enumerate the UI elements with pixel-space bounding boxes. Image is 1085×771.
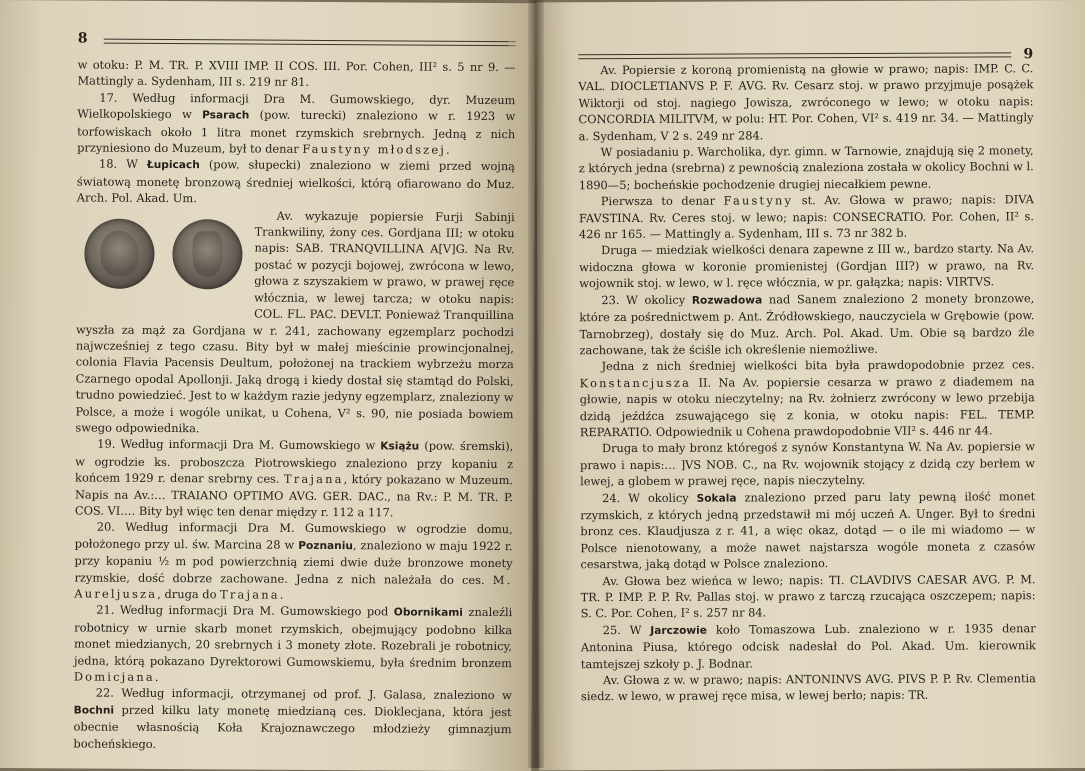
text-run: . xyxy=(279,587,284,602)
place-name: Rozwadowa xyxy=(691,294,763,307)
place-name: Sokala xyxy=(696,492,737,505)
header-rule xyxy=(578,52,1011,59)
paragraph xyxy=(73,685,511,754)
text-run: 18. W xyxy=(98,157,148,172)
place-name: Łupicach xyxy=(146,159,200,172)
right-page-number: 9 xyxy=(1023,46,1034,63)
paragraph xyxy=(75,436,513,522)
spaced-name: Domicjana xyxy=(73,669,155,684)
text-run: Av. Popiersie z koroną promienistą na głowie w prawo; napis: IMP. C. C. VAL. DIOCLETIANVS P. F. AVG. Rv. Cesarz stoj. w prawo przyjmuje posążek Wiktorji od stoj. nagiego Jowisza, zwróconego w lewo; w otoku napis: CONCORDIA MILITVM, w polu: HT. Por. Cohen, VI² s. 419 nr. 34. — Mattingly a. Sydenham, V 2 s. 249 nr 284. xyxy=(578,61,1034,143)
left-page-header xyxy=(78,30,516,55)
text-run: 25. W xyxy=(602,622,651,637)
text-run: st. Av. Głowa w prawo; napis: DIVA FAVSTINA. Rv. Ceres stoj. w lewo; napis: CONSECRATIO. Por. Cohen, II² s. 426 nr 165. — Mattingly a. Sydenham, III s. 73 nr 382 b. xyxy=(578,192,1034,242)
paragraph xyxy=(77,156,515,209)
text-run: , znaleziono w maju 1922 r. przy kopaniu ½ m pod powierzchnią ziemi dwie duże bronzowe monety rzymskie, dość dobrze zachowane. Jedna z nich należała do ces. xyxy=(74,537,513,587)
paragraph xyxy=(579,241,1034,292)
text-run: Av. Głowa z w. w prawo; napis: ANTONINVS AVG. PIVS P. P. Rv. Clementia siedz. w lewo, w prawej ręce misa, w lewej berło; napis: TR. xyxy=(581,671,1036,704)
text-run: koło Tomaszowa Lub. znaleziono w r. 1935 denar Antonina Piusa, którego odcisk nadesłał do Pol. Akad. Um. kierownik tamtejszej szkoły p. J. Bodnar. xyxy=(580,621,1036,671)
paragraph xyxy=(579,142,1034,193)
paragraph xyxy=(580,571,1035,622)
spaced-name: Faustyny młodszej xyxy=(302,141,447,157)
right-page xyxy=(536,0,1085,770)
paragraph xyxy=(74,602,512,688)
text-run: Pierwsza to denar xyxy=(600,193,724,209)
text-run: nad Sanem znaleziono 2 monety bronzowe, które za pośrednictwem p. Ant. Źródłowskiego, nauczyciela w Grębowie (pow. Tarnobrzeg), dostały się do Muz. Arch. Pol. Akad. Um. Obie są bardzo źle zachowane, tak że ściśle ich określenie niemożliwe. xyxy=(579,290,1035,358)
paragraph xyxy=(580,488,1035,573)
text-run: 19. Według informacji Dra M. Gumowskiego w xyxy=(97,436,381,453)
text-run: (pow. śremski), w ogrodzie ks. proboszcza Piotrowskiego znaleziono przy kopaniu z końcem 1929 r. denar srebrny ces. xyxy=(75,438,514,486)
header-rule xyxy=(104,39,516,47)
paragraph xyxy=(74,519,512,605)
spaced-name: M. Aureljusza xyxy=(74,572,513,601)
spaced-name: Faustyny xyxy=(723,193,794,208)
left-page-body xyxy=(73,56,515,754)
paragraph xyxy=(77,56,515,91)
text-run: przed kilku laty monetę miedzianą ces. Dioklecjana, która jest obecnie własnością Koła Krajoznawczego młodzieży gimnazjum bocheńskiego. xyxy=(73,702,512,751)
text-run: (pow. słupecki) znaleziono w ziemi przed wojną światową monetę bronzową średniej wielkości, którą ofiarowano do Muz. Arch. Pol. Akad. Um. xyxy=(76,157,516,206)
coin-obverse xyxy=(84,218,154,288)
text-run: (pow. turecki) znaleziono w r. 1923 w torfowiskach około 1 litra monet rzymskich srebrnych. Jedną z nich przyniesiono do Muzeum, był to denar xyxy=(77,107,516,156)
place-name: Jarczowie xyxy=(650,624,707,637)
right-page-header xyxy=(578,34,1034,63)
place-name: Psarach xyxy=(202,109,250,122)
spaced-name: Trajana xyxy=(283,471,344,487)
book-gutter xyxy=(528,0,544,768)
text-run: Druga — miedziak wielkości denara zapewne z III w., bardzo starty. Na Av. widoczna głowa w koronie promienistej (Gordjan III?) w prawo, na Rv. wojownik stoj. w lewo, w l. ręce włócznia, w pr. gałązka; napis: VIRTVS. xyxy=(579,241,1035,291)
place-name: Obornikami xyxy=(393,606,464,620)
text-run: Druga to mały bronz któregoś z synów Konstantyna W. Na Av. popiersie w prawo i napis:… ]VS NOB. C., na Rv. wojownik stojący z dzidą czy berłem w lewej, a globem w prawej ręce, napis nieczytelny. xyxy=(579,439,1036,489)
paragraph xyxy=(75,206,514,438)
paragraph xyxy=(579,290,1034,359)
text-run: 21. Według informacji Dra M. Gumowskiego pod xyxy=(96,603,394,619)
paragraph xyxy=(580,357,1035,441)
left-page-number: 8 xyxy=(77,30,88,47)
text-run: , który pokazano w Muzeum. Napis na Av.:… TRAIANO OPTIMO AVG. GER. DAC., na Rv.: P. M. TR. P. COS. VI.… Bity był więc ten denar między r. 112 a 117. xyxy=(74,472,514,520)
text-run: Av. Głowa bez wieńca w lewo; napis: TI. CLAVDIVS CAESAR AVG. P. M. TR. P. IMP. P. P. Rv. Pallas stoj. w prawo z tarczą rzucająca oszczepem; napis: S. C. Por. Cohen, I² s. 257 nr 84. xyxy=(580,571,1036,621)
text-run: 20. Według informacji Dra M. Gumowskiego w ogrodzie domu, położonego przy ul. św. Marcina 28 w xyxy=(74,519,513,552)
text-run: 22. Według informacji, otrzymanej od prof. J. Galasa, znaleziono w xyxy=(95,686,512,703)
paragraph xyxy=(581,670,1036,705)
place-name: Bochni xyxy=(73,704,115,717)
paragraph xyxy=(579,191,1034,242)
paragraph xyxy=(578,60,1033,144)
paragraph xyxy=(581,620,1036,672)
text-run: II. Na Av. popiersie cesarza w prawo z diademem na głowie, napis w otoku nieczytelny; na Rv. żołnierz zwrócony w lewo przebija dzidą jeźdźca zsuwającego się z konia, w otoku napis: FEL. TEMP. REPARATIO. Odpowiednik u Cohena prawdopodobnie VII² s. 446 nr 44. xyxy=(579,373,1035,440)
coin-reverse xyxy=(172,219,242,289)
text-run: Av. wykazuje popiersie Furji Sabinji Trankwiliny, żony ces. Gordjana III; w otoku napis: SAB. TRANQVILLINA A[V]G. Na Rv. postać w pozycji bojowej, zwrócona w lewo, głowa z szyszakiem w prawo, w prawej ręce włócznia, w lewej tarcza; w otoku napis: COL. FL. PAC. DEVLT. Ponieważ Tranquillina wyszła za mąż za Gordjana w r. 241, zachowany egzemplarz pochodzi najwcześniej z tego czasu. Bity był w małej mieścinie prowincjonalnej, colonia Flavia Pacensis Deultum, położonej na trackiem wybrzeżu morza Czarnego opodal Apollonji. Jaką drogą i kiedy dostał się stamtąd do Polski, trudno powiedzieć. Jest to w każdym razie jedyny egzemplarz, znaleziony w Polsce, a może i wogóle unikat, u Cohena, V² s. 90, nie posiada bowiem swego odpowiednika. xyxy=(75,208,515,436)
text-run: w otoku: P. M. TR. P. XVIII IMP. II COS. III. Por. Cohen, III² s. 5 nr 9. — Mattingly a. Sydenham, III s. 219 nr 81. xyxy=(77,57,516,90)
place-name: Poznaniu xyxy=(298,539,353,552)
coin-photo xyxy=(76,212,245,309)
text-run: 17. Według informacji Dra M. Gumowskiego, dyr. Muzeum Wielkopolskiego w xyxy=(77,90,516,122)
paragraph xyxy=(580,439,1035,490)
text-run: znaleźli robotnicy w urnie skarb monet rzymskich, obejmujący podobno kilka monet miedzianych, 20 srebrnych i 3 monety złote. Rozebrali je robotnicy, jedna, którą pokazano Dyrektorowi Gumowskiemu, była średnim bronzem xyxy=(73,605,513,670)
place-name: Książu xyxy=(380,440,420,453)
left-page xyxy=(0,0,536,771)
text-run: 24. W okolicy xyxy=(602,490,697,505)
text-run: . xyxy=(445,142,450,157)
text-run: Jedna z nich średniej wielkości bita była prawdopodobnie przez ces. xyxy=(601,357,1035,374)
text-run: . xyxy=(154,669,159,685)
spaced-name: Trajana xyxy=(220,587,280,602)
text-run: 23. W okolicy xyxy=(601,292,692,307)
right-page-body xyxy=(578,60,1036,705)
text-run: znaleziono przed paru laty pewną ilość monet rzymskich, z których jedną przedstawił mi mój uczeń A. Unger. Był to średni bronz ces. Klaudjusza z r. 41, a więc okaz, dotąd — o ile mi wiadomo — w Polsce nienotowany, a może nawet najstarsza wogóle moneta z czasów cesarstwa, jaką dotąd w Polsce znaleziono. xyxy=(580,488,1036,572)
paragraph xyxy=(77,89,515,158)
text-run: , druga do xyxy=(157,586,221,602)
text-run: W posiadaniu p. Warcholika, dyr. gimn. w Tarnowie, znajdują się 2 monety, z których jedna (srebrna) z pewnością znaleziona została w okolicy Bochni w l. 1890—5; bocheńskie pochodzenie drugiej niecałkiem pewne. xyxy=(578,143,1034,193)
spaced-name: Konstancjusza xyxy=(579,375,692,390)
